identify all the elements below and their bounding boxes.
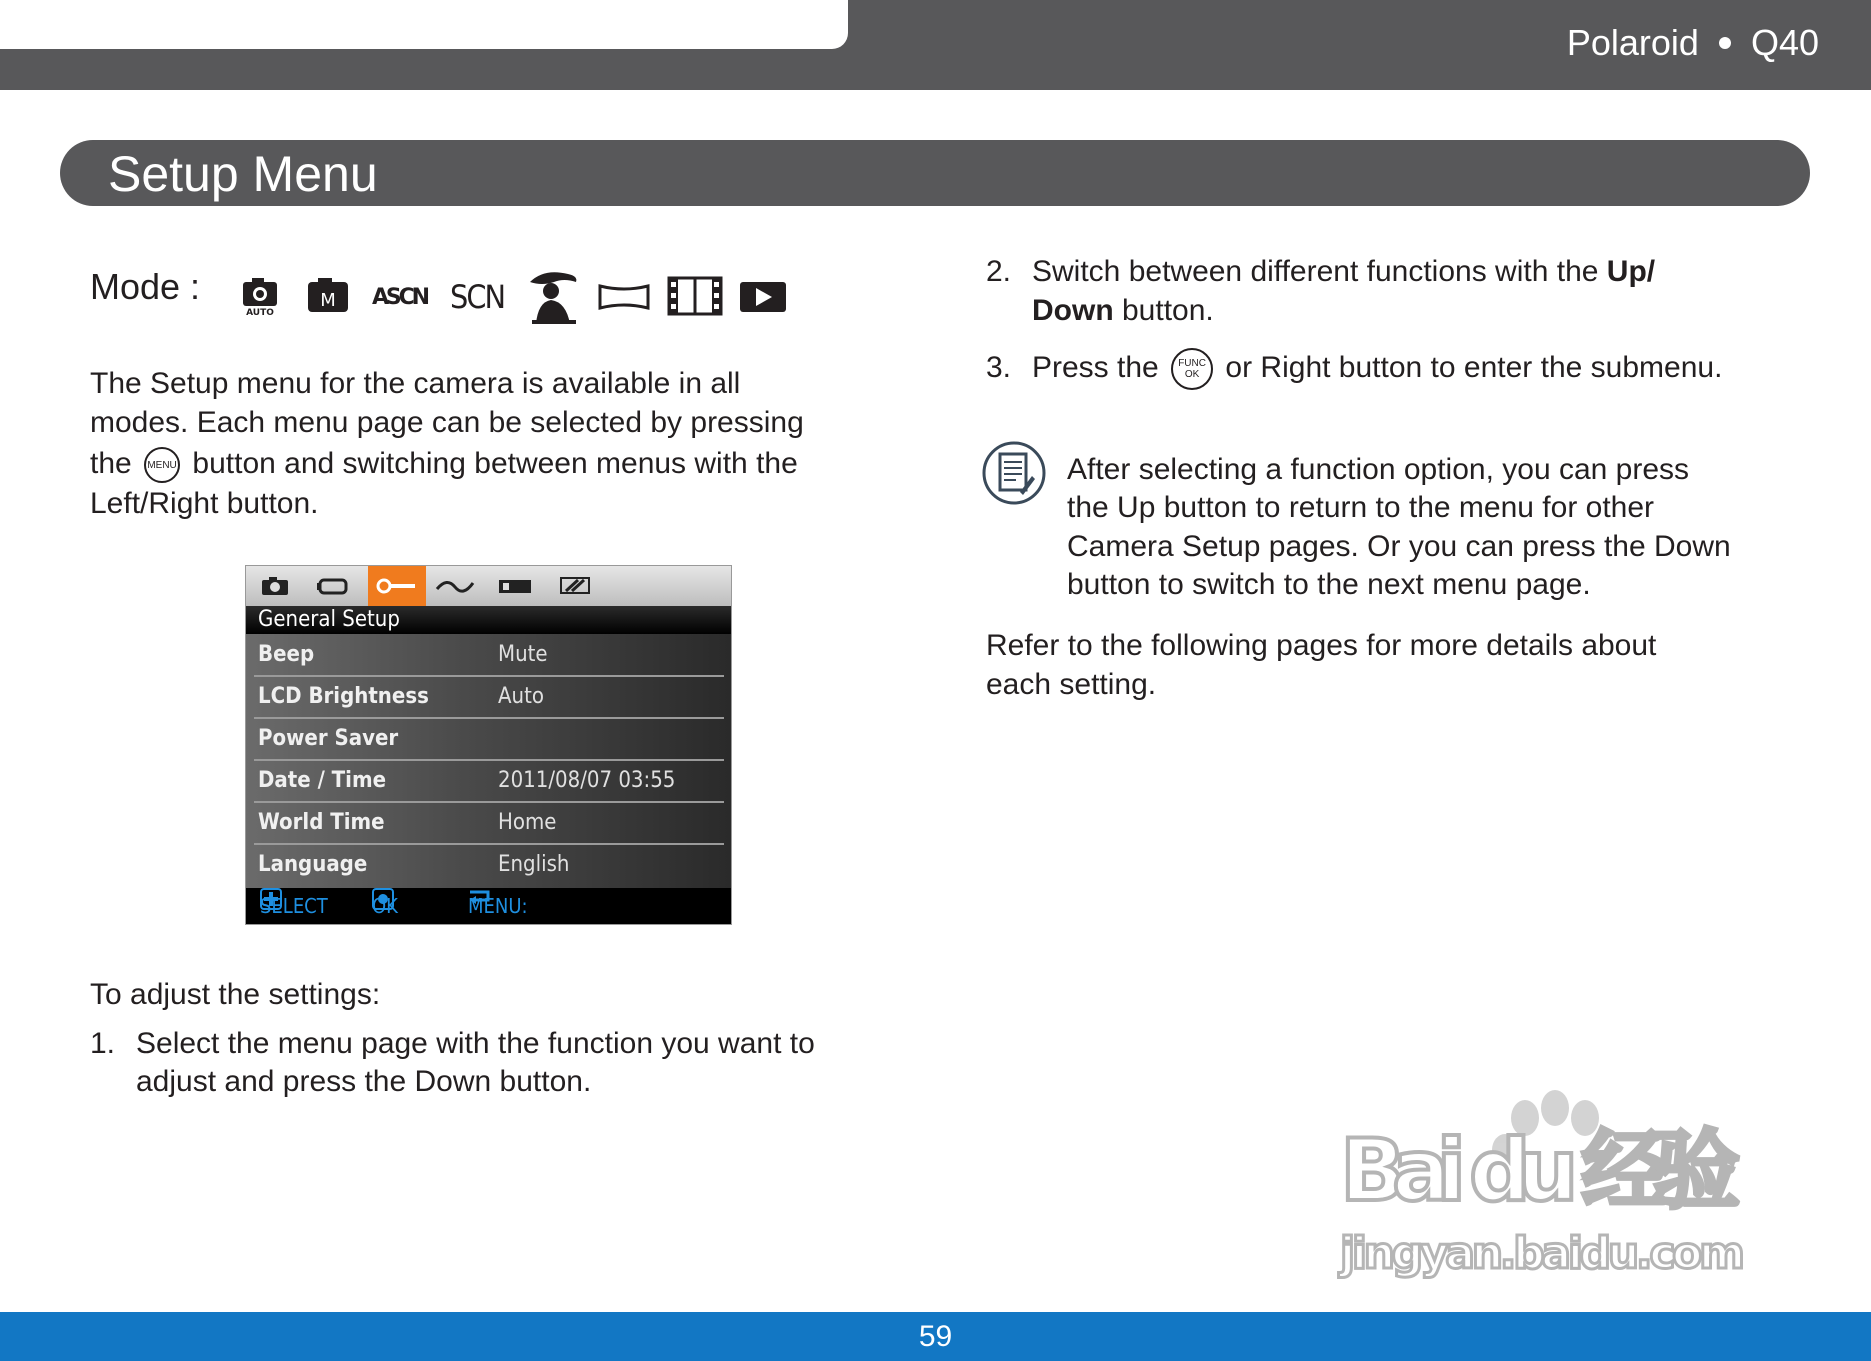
lcd-row-key: Power Saver bbox=[258, 726, 399, 751]
lcd-row-key: World Time bbox=[258, 810, 385, 835]
menu-button-icon bbox=[144, 447, 180, 483]
manual-icon-text: M bbox=[320, 290, 336, 311]
lcd-row-value: Auto bbox=[498, 684, 544, 709]
step-2-line-2b: button. bbox=[1113, 294, 1214, 327]
note-line-1: After selecting a function option, you can press bbox=[1067, 453, 1690, 486]
movie-icon bbox=[666, 268, 724, 324]
lcd-menu-label: MENU: bbox=[468, 894, 528, 918]
model-name: Q40 bbox=[1750, 22, 1819, 63]
auto-icon-text: AUTO bbox=[246, 308, 274, 316]
lcd-ok-label: OK bbox=[372, 894, 398, 918]
lcd-row bbox=[254, 634, 724, 677]
intro-line-4: Left/Right button. bbox=[90, 487, 319, 520]
lcd-tab-edit-icon bbox=[546, 566, 604, 606]
refer-line-1: Refer to the following pages for more details about bbox=[986, 629, 1657, 662]
watermark-brand: Bai du 经验 bbox=[1340, 1121, 1740, 1221]
lcd-tab-setup-wrench-icon bbox=[368, 566, 426, 606]
note-line-2: the Up button to return to the menu for other bbox=[1067, 491, 1655, 524]
lcd-row bbox=[254, 760, 724, 803]
scene-icon bbox=[448, 268, 510, 324]
step-1-line-2: adjust and press the Down button. bbox=[136, 1065, 592, 1098]
adjust-heading: To adjust the settings: bbox=[90, 978, 381, 1011]
lcd-row-value: Home bbox=[498, 810, 557, 835]
lcd-select-label: SELECT bbox=[260, 894, 328, 918]
lcd-footer bbox=[246, 888, 731, 924]
lcd-tab-connection-icon bbox=[426, 566, 484, 606]
header-notch bbox=[0, 0, 848, 49]
lcd-tab-display-icon bbox=[304, 566, 362, 606]
footer-bar bbox=[0, 1312, 1871, 1361]
auto-camera-icon bbox=[240, 268, 280, 324]
intro-line-2: modes. Each menu page can be selected by pressing bbox=[90, 406, 804, 439]
note-line-3: Camera Setup pages. Or you can press the Down bbox=[1067, 530, 1731, 563]
watermark-url: jingyan.baidu.com bbox=[1340, 1228, 1745, 1279]
step-1-line-1: Select the menu page with the function you want to bbox=[136, 1027, 815, 1060]
step-2-line-1a: Switch between different functions with the bbox=[1032, 255, 1607, 288]
note-icon bbox=[982, 440, 1046, 506]
page-title: Setup Menu bbox=[108, 146, 378, 202]
step-1 bbox=[90, 1024, 890, 1104]
lcd-tab-memory-icon bbox=[486, 566, 544, 606]
refer-line-2: each setting. bbox=[986, 668, 1157, 701]
step-3-text-b: or Right button to enter the submenu. bbox=[1225, 351, 1723, 384]
intro-line-3b: button and switching between menus with the bbox=[192, 447, 798, 480]
step-number: 2. bbox=[986, 255, 1012, 288]
step-2 bbox=[986, 252, 1786, 332]
portrait-icon bbox=[524, 268, 582, 324]
mode-icons bbox=[240, 266, 788, 326]
step-number: 1. bbox=[90, 1027, 116, 1060]
lcd-tab-camera-icon bbox=[246, 566, 304, 606]
lcd-row bbox=[254, 676, 724, 719]
lcd-row-value: Mute bbox=[498, 642, 548, 667]
func-label: FUNC bbox=[1178, 358, 1206, 370]
header-notch-fill bbox=[0, 49, 30, 90]
menu-button-label: MENU bbox=[147, 459, 177, 471]
lcd-row-key: LCD Brightness bbox=[258, 684, 429, 709]
section-title-bar bbox=[60, 140, 1810, 206]
step-3 bbox=[986, 348, 1836, 392]
lcd-select-hint bbox=[260, 888, 328, 918]
page-number: 59 bbox=[918, 1320, 953, 1353]
manual-mode-icon bbox=[294, 268, 356, 324]
lcd-row-value: 2011/08/07 03:55 bbox=[498, 768, 676, 793]
intro-line-3a: the bbox=[90, 447, 132, 480]
camera-lcd-screenshot bbox=[245, 565, 732, 925]
ascn-icon-text: ASCN bbox=[372, 285, 430, 310]
mode-label: Mode : bbox=[90, 266, 201, 307]
func-ok-label bbox=[1178, 358, 1206, 380]
scn-icon-text: SCN bbox=[450, 278, 506, 316]
down-label: Down bbox=[1032, 294, 1114, 327]
lcd-ok-hint bbox=[372, 888, 398, 918]
separator-dot bbox=[1719, 37, 1731, 49]
lcd-row bbox=[254, 802, 724, 845]
lcd-menu-hint bbox=[468, 888, 528, 918]
step-3-line bbox=[1032, 348, 1722, 390]
step-2-line-1 bbox=[1032, 252, 1655, 291]
lcd-row bbox=[254, 844, 724, 885]
step-3-text-a: Press the bbox=[1032, 351, 1159, 384]
lcd-tab-bar bbox=[246, 566, 731, 606]
lcd-row-key: Beep bbox=[258, 642, 315, 667]
up-label: Up/ bbox=[1606, 255, 1656, 288]
note-line-4: button to switch to the next menu page. bbox=[1067, 568, 1591, 601]
lcd-row bbox=[254, 718, 724, 761]
brand-label bbox=[1567, 22, 1819, 64]
lcd-row-key: Language bbox=[258, 852, 368, 877]
panorama-icon bbox=[596, 268, 652, 324]
baidu-watermark bbox=[1330, 1080, 1760, 1290]
step-number: 3. bbox=[986, 351, 1012, 384]
ok-label: OK bbox=[1184, 369, 1200, 381]
lcd-menu-header: General Setup bbox=[246, 606, 731, 634]
lcd-row-key: Date / Time bbox=[258, 768, 387, 793]
lcd-menu-rows bbox=[246, 634, 731, 890]
lcd-row-value: English bbox=[498, 852, 570, 877]
intro-line-3 bbox=[90, 444, 798, 484]
auto-scene-icon bbox=[370, 268, 434, 324]
func-ok-button-icon bbox=[1171, 348, 1213, 390]
step-2-line-2 bbox=[1032, 291, 1214, 330]
intro-line-1: The Setup menu for the camera is available in all bbox=[90, 367, 741, 400]
brand-name: Polaroid bbox=[1566, 22, 1699, 63]
playback-icon bbox=[738, 268, 788, 324]
